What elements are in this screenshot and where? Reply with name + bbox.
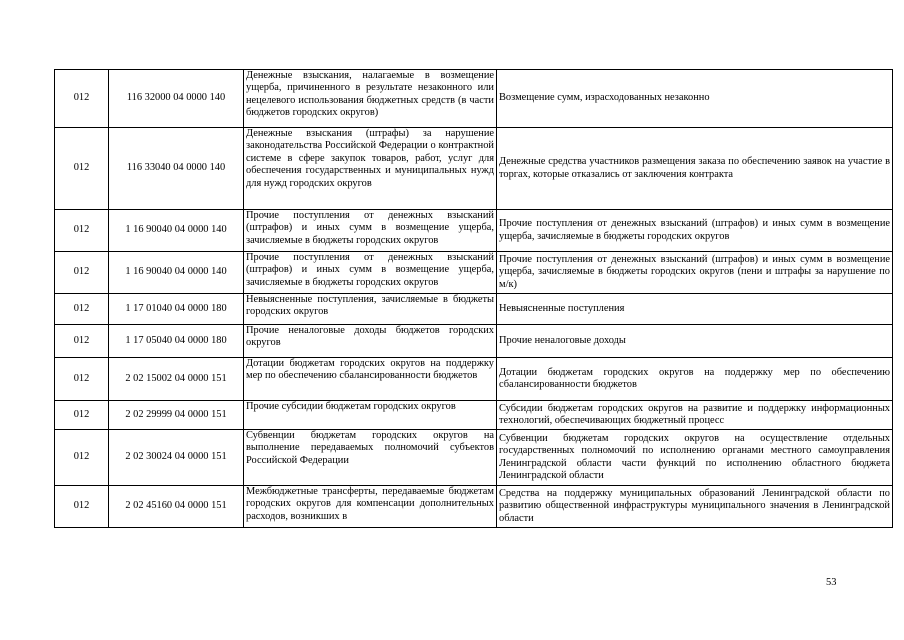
admin-code-cell: 012 <box>55 294 109 325</box>
page-number: 53 <box>826 577 837 588</box>
classification-code-cell: 1 17 05040 04 0000 180 <box>109 325 244 358</box>
table-row <box>55 325 893 358</box>
classification-code-cell: 116 32000 04 0000 140 <box>109 70 244 128</box>
description-cell: Прочие неналоговые доходы <box>497 325 893 358</box>
revenue-name-cell: Субвенции бюджетам городских округов на выполнение передаваемых полномочий субъектов Российской Федерации <box>244 430 497 486</box>
table-row <box>55 401 893 430</box>
admin-code-cell: 012 <box>55 401 109 430</box>
revenue-codes-table <box>54 69 893 528</box>
description-cell: Дотации бюджетам городских округов на поддержку мер по обеспечению сбалансированности бюджетов <box>497 358 893 401</box>
admin-code-cell: 012 <box>55 325 109 358</box>
classification-code-cell: 2 02 30024 04 0000 151 <box>109 430 244 486</box>
table-row <box>55 210 893 252</box>
table-row <box>55 486 893 528</box>
admin-code-cell: 012 <box>55 210 109 252</box>
admin-code-cell: 012 <box>55 70 109 128</box>
revenue-name-cell: Межбюджетные трансферты, передаваемые бюджетам городских округов для компенсации дополнительных расходов, возникших в <box>244 486 497 528</box>
revenue-name-cell: Прочие поступления от денежных взысканий (штрафов) и иных сумм в возмещение ущерба, зачисляемые в бюджеты городских округов <box>244 252 497 294</box>
description-cell: Средства на поддержку муниципальных образований Ленинградской области по развитию общественной инфраструктуры муниципального значения в Ленинградской области <box>497 486 893 528</box>
table-row <box>55 358 893 401</box>
admin-code-cell: 012 <box>55 486 109 528</box>
admin-code-cell: 012 <box>55 128 109 210</box>
table-body <box>55 70 893 528</box>
table-row <box>55 430 893 486</box>
classification-code-cell: 2 02 45160 04 0000 151 <box>109 486 244 528</box>
description-cell: Прочие поступления от денежных взысканий (штрафов) и иных сумм в возмещение ущерба, зачисляемые в бюджеты городских округов <box>497 210 893 252</box>
revenue-name-cell: Невыясненные поступления, зачисляемые в бюджеты городских округов <box>244 294 497 325</box>
revenue-name-cell: Дотации бюджетам городских округов на поддержку мер по обеспечению сбалансированности бюджетов <box>244 358 497 401</box>
revenue-name-cell: Прочие поступления от денежных взысканий (штрафов) и иных сумм в возмещение ущерба, зачисляемые в бюджеты городских округов <box>244 210 497 252</box>
admin-code-cell: 012 <box>55 358 109 401</box>
revenue-name-cell: Прочие субсидии бюджетам городских округов <box>244 401 497 430</box>
description-cell: Невыясненные поступления <box>497 294 893 325</box>
table-row <box>55 252 893 294</box>
table-row <box>55 70 893 128</box>
admin-code-cell: 012 <box>55 252 109 294</box>
classification-code-cell: 1 16 90040 04 0000 140 <box>109 210 244 252</box>
description-cell: Прочие поступления от денежных взысканий (штрафов) и иных сумм в возмещение ущерба, зачисляемые в бюджеты городских округов (пени и штрафы за нарушение по м/к) <box>497 252 893 294</box>
revenue-name-cell: Прочие неналоговые доходы бюджетов городских округов <box>244 325 497 358</box>
table-row <box>55 294 893 325</box>
revenue-name-cell: Денежные взыскания (штрафы) за нарушение законодательства Российской Федерации о контрактной системе в сфере закупок товаров, работ, услуг для обеспечения государственных и муниципальных нужд для нужд городских округов <box>244 128 497 210</box>
revenue-name-cell: Денежные взыскания, налагаемые в возмещение ущерба, причиненного в результате незаконного или нецелевого использования бюджетных средств (в части бюджетов городских округов) <box>244 70 497 128</box>
classification-code-cell: 2 02 29999 04 0000 151 <box>109 401 244 430</box>
description-cell: Возмещение сумм, израсходованных незаконно <box>497 70 893 128</box>
description-cell: Субвенции бюджетам городских округов на осуществление отдельных государственных полномочий по исполнению органами местного самоуправления Ленинградской области части функций по исполнению областного бюджета Ленинградской области <box>497 430 893 486</box>
description-cell: Субсидии бюджетам городских округов на развитие и поддержку информационных технологий, обеспечивающих бюджетный процесс <box>497 401 893 430</box>
description-cell: Денежные средства участников размещения заказа по обеспечению заявок на участие в торгах, которые отказались от заключения контракта <box>497 128 893 210</box>
classification-code-cell: 116 33040 04 0000 140 <box>109 128 244 210</box>
classification-code-cell: 1 16 90040 04 0000 140 <box>109 252 244 294</box>
classification-code-cell: 1 17 01040 04 0000 180 <box>109 294 244 325</box>
admin-code-cell: 012 <box>55 430 109 486</box>
classification-code-cell: 2 02 15002 04 0000 151 <box>109 358 244 401</box>
table-row <box>55 128 893 210</box>
